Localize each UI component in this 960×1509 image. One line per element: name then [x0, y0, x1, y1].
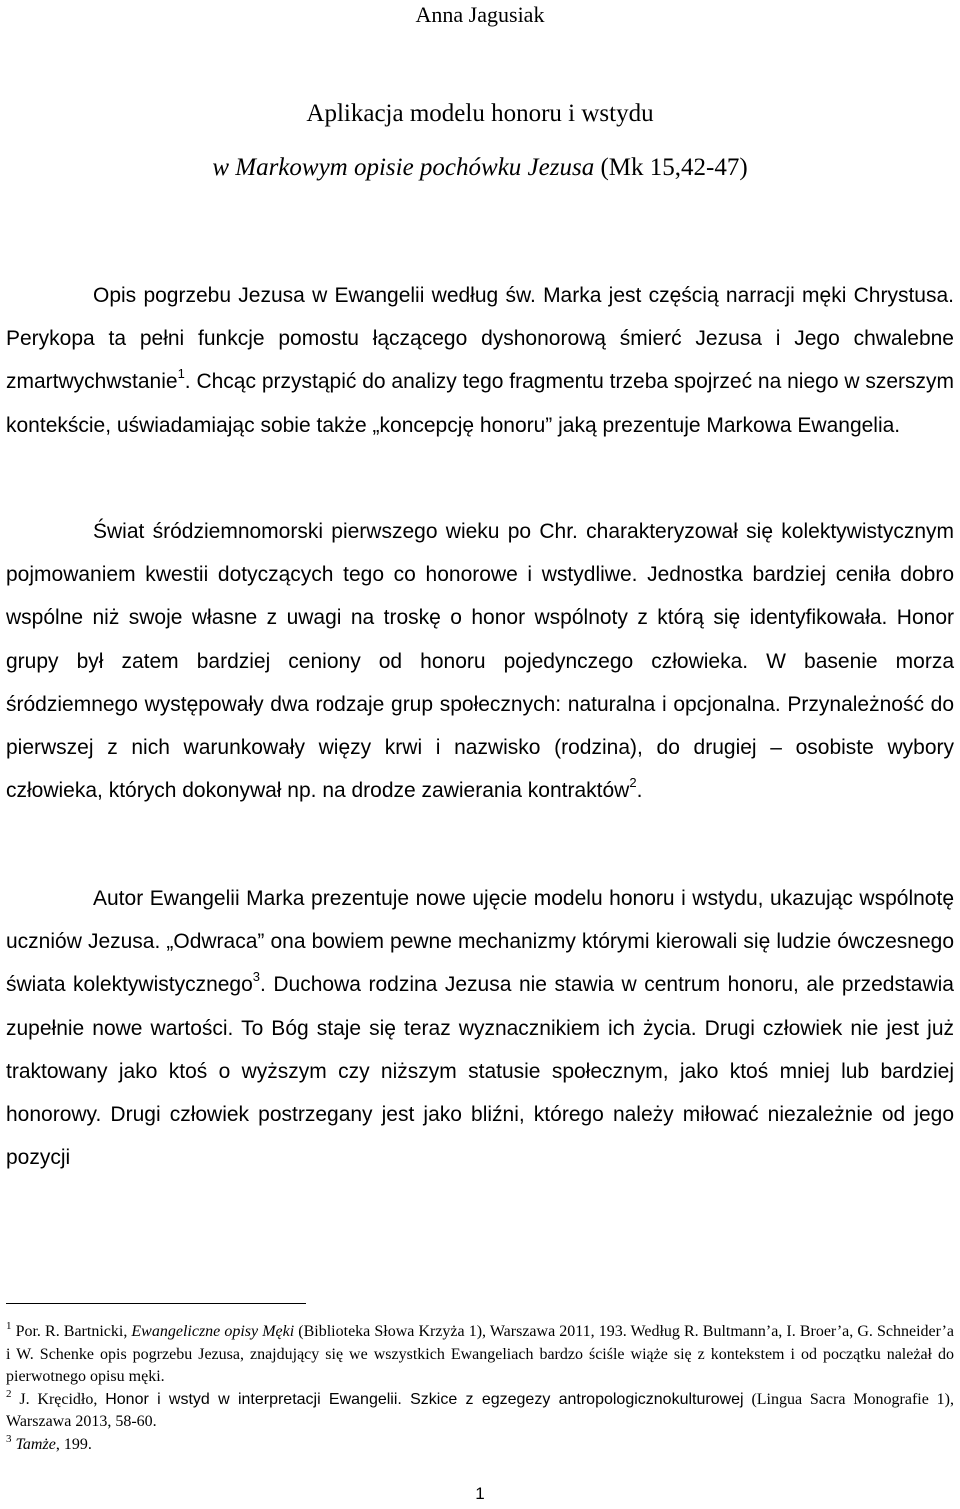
footnote-1-book-title: Ewangeliczne opisy Męki — [131, 1323, 295, 1340]
author-name: Anna Jagusiak — [415, 2, 545, 27]
page-number: 1 — [475, 1484, 485, 1503]
paragraph-3-text-a: Autor Ewangelii Marka prezentuje nowe ujęcie modelu honoru i wstydu, ukazując wspólnotę uczniów Jezusa. „Odwraca” ona bowiem pewne mechanizmy którymi kierowali się ludzie ówczesnego świata kolektywistycznego — [6, 887, 954, 997]
footnote-separator — [6, 1303, 306, 1304]
paragraph-1 — [6, 274, 954, 447]
title-line-1: Aplikacja modelu honoru i wstydu — [306, 100, 654, 127]
footnotes — [6, 1321, 954, 1457]
paragraph-3 — [6, 877, 954, 1179]
footnote-2-text-a: J. Kręcidło, — [11, 1390, 106, 1408]
footnote-2 — [6, 1389, 954, 1434]
footnote-1-text-b: (Biblioteka Słowa Krzyża 1), Warszawa 2011, 193. Według R. Bultmann’a, I. Broer’a, G. Schneider’a i W. Schenke opis pogrzebu Jezusa, znajdujący się we wszystkich Ewangeliach bardzo ściśle wiąże się z kontekstem i od początku należał do pierwotnego opisu męki. — [6, 1323, 954, 1386]
footnote-2-number: 2 — [6, 1387, 12, 1400]
paragraph-1-text-b: . Chcąc przystąpić do analizy tego fragmentu trzeba spojrzeć na niego w szerszym kontekście, uświadamiając sobie także „koncepcję honoru” jaką prezentuje Markowa Ewangelia. — [6, 370, 954, 437]
footnote-3 — [6, 1434, 954, 1457]
footnote-ref-1[interactable]: 1 — [177, 366, 185, 382]
paragraph-2-text-a: Świat śródziemnomorski pierwszego wieku po Chr. charakteryzował się kolektywistycznym pojmowaniem kwestii dotyczących tego co honorowe i wstydliwe. Jednostka bardziej ceniła dobro wspólne niż swoje własne z uwagi na troskę o honor wspólnoty z którą się identyfikowała. Honor grupy był zatem bardziej ceniony od honoru pojedynczego człowieka. W basenie morza śródziemnego występowały dwa rodzaje grup społecznych: naturalna i opcjonalna. Przynależność do pierwszej z nich warunkowały więzy krwi i nazwisko (rodzina), do drugiej – osobiste wybory człowieka, których dokonywał np. na drodze zawierania kontraktów — [6, 520, 954, 803]
footnote-1-text-a: Por. R. Bartnicki, — [11, 1323, 132, 1340]
paragraph-2 — [6, 510, 954, 812]
footnote-3-text-b: , 199. — [55, 1435, 92, 1453]
footnote-ref-2[interactable]: 2 — [629, 775, 637, 791]
footnote-2-text-c: (Lingua Sacra Monografie 1), Warszawa 2013, 58-60. — [6, 1390, 954, 1431]
footnote-1-number: 1 — [6, 1320, 12, 1332]
title-line-2 — [0, 154, 960, 182]
title-italic-part: w Markowym opisie pochówku Jezusa — [212, 154, 595, 181]
paragraph-3-text-b: . Duchowa rodzina Jezusa nie stawia w centrum honoru, ale przedstawia zupełnie nowe wartości. To Bóg staje się teraz wyznacznikiem ich życia. Drugi człowiek nie jest już traktowany jako ktoś o wyższym czy niższym statusie społecznym, jako ktoś mniej lub bardziej honorowy. Drugi człowiek postrzegany jest jako bliźni, którego należy miłować niezależnie od jego pozycji — [6, 973, 954, 1170]
footnote-2-book-title: Honor i wstyd w interpretacji Ewangelii. Szkice z egzegezy antropologicznokulturowej — [105, 1390, 744, 1408]
paragraph-2-text-b: . — [636, 779, 643, 803]
title-reference: (Mk 15,42-47) — [594, 154, 748, 181]
footnote-3-number: 3 — [6, 1432, 12, 1445]
paragraph-1-text-a: Opis pogrzebu Jezusa w Ewangelii według św. Marka jest częścią narracji męki Chrystusa. Perykopa ta pełni funkcje pomostu łączącego dyshonorową śmierć Jezusa i Jego chwalebne zmartwychwstanie — [6, 284, 954, 394]
footnote-ref-3[interactable]: 3 — [252, 969, 261, 985]
footnote-1 — [6, 1321, 954, 1389]
footnote-3-ibid: Tamże — [15, 1435, 56, 1453]
